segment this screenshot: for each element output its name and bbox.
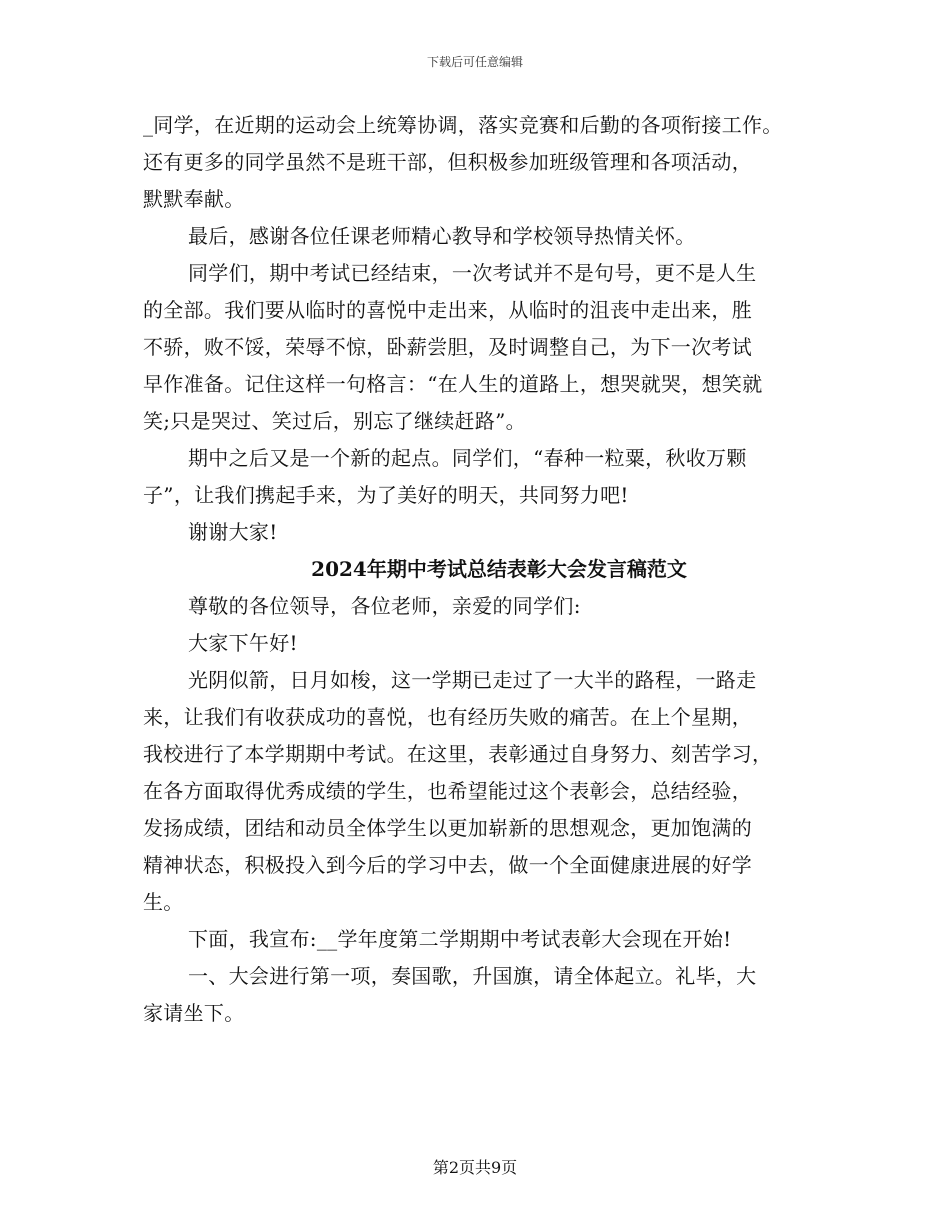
page-number: 第2页共9页 [432, 1158, 518, 1177]
paragraph-line: 在各方面取得优秀成绩的学生，也希望能过这个表彰会，总结经验， [143, 779, 752, 803]
section-title: 2024年期中考试总结表彰大会发言稿范文 [311, 557, 687, 581]
paragraph-line: 同学们，期中考试已经结束，一次考试并不是句号，更不是人生 [188, 261, 757, 285]
paragraph-line: 最后，感谢各位任课老师精心教导和学校领导热情关怀。 [188, 224, 696, 248]
paragraph-line: 笑;只是哭过、笑过后，别忘了继续赶路”。 [143, 409, 526, 433]
paragraph-line: 家请坐下。 [143, 1001, 245, 1025]
paragraph-line: 早作准备。记住这样一句格言：“在人生的道路上，想哭就哭，想笑就 [143, 372, 763, 396]
paragraph-line: 光阴似箭，日月如梭，这一学期已走过了一大半的路程，一路走 [188, 668, 757, 692]
paragraph-line: 的全部。我们要从临时的喜悦中走出来，从临时的沮丧中走出来，胜 [143, 298, 752, 322]
paragraph-line: 发扬成绩，团结和动员全体学生以更加崭新的思想观念，更加饱满的 [143, 816, 752, 840]
document-body [143, 107, 833, 1032]
paragraph-line: _同学，在近期的运动会上统筹协调，落实竞赛和后勤的各项衔接工作。 [143, 113, 783, 137]
paragraph-line: 期中之后又是一个新的起点。同学们，“春种一粒粟，秋收万颗 [188, 446, 747, 470]
paragraph-line: 默默奉献。 [143, 187, 245, 211]
paragraph-line: 子”，让我们携起手来，为了美好的明天，共同努力吧! [143, 483, 629, 507]
paragraph-line: 大家下午好! [188, 631, 298, 655]
paragraph-line: 谢谢大家! [188, 520, 278, 544]
paragraph-line: 来，让我们有收获成功的喜悦，也有经历失败的痛苦。在上个星期， [143, 705, 752, 729]
page-header-note: 下载后可任意编辑 [426, 55, 523, 69]
paragraph-line: 我校进行了本学期期中考试。在这里，表彰通过自身努力、刻苦学习， [143, 742, 773, 766]
paragraph-line: 还有更多的同学虽然不是班干部，但积极参加班级管理和各项活动， [143, 150, 752, 174]
paragraph-line: 不骄，败不馁，荣辱不惊，卧薪尝胆，及时调整自己，为下一次考试 [143, 335, 752, 359]
paragraph-line: 精神状态，积极投入到今后的学习中去，做一个全面健康进展的好学 [143, 853, 752, 877]
paragraph-line: 尊敬的各位领导，各位老师，亲爱的同学们: [188, 594, 581, 618]
paragraph-line: 一、大会进行第一项，奏国歌，升国旗，请全体起立。礼毕，大 [188, 964, 757, 988]
paragraph-line: 下面，我宣布:__学年度第二学期期中考试表彰大会现在开始! [188, 927, 732, 951]
paragraph-line: 生。 [143, 890, 184, 914]
